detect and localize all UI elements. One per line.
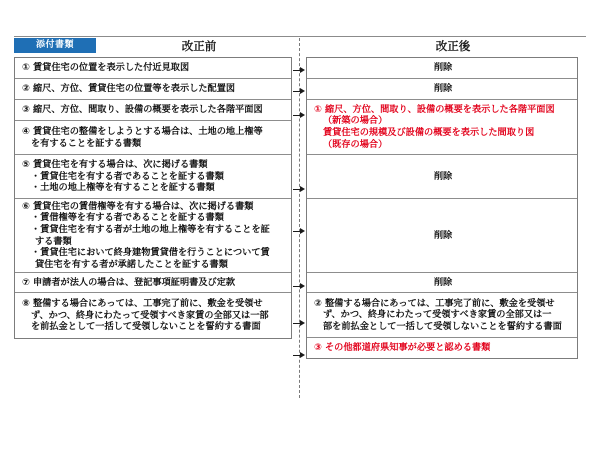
column-header-before: 改正前 (181, 38, 217, 53)
row-line: ③ その他都道府県知事が必要と認める書類 (314, 342, 491, 354)
table-row (15, 100, 291, 121)
before-revision-table (14, 57, 292, 339)
row-line: ② 縮尺、方位、賃貸住宅の位置等を表示した配置図 (22, 83, 236, 95)
row-line: 削除 (433, 62, 453, 74)
row-line: 削除 (433, 229, 453, 241)
row-line: ① 賃貸住宅の位置を表示した付近見取図 (22, 62, 190, 74)
arrow-head (300, 186, 305, 192)
table-row (307, 199, 577, 273)
arrow-head (300, 283, 305, 289)
row-line: ⑧ 整備する場合にあっては、工事完了前に、敷金を受領せ (22, 298, 263, 310)
table-row (15, 58, 291, 79)
arrow-head (300, 352, 305, 358)
arrow-head (300, 112, 305, 118)
row-line: ① 縮尺、方位、間取り、設備の概要を表示した各階平面図 (314, 103, 555, 115)
row-line: 部を前払金として一括して受領しないことを誓約する書面 (323, 320, 562, 332)
row-line: （既存の場合） (323, 138, 388, 150)
row-line: ・賃貸住宅を有する者が土地の地上権等を有することを証 (31, 223, 270, 235)
arrow-head (300, 67, 305, 73)
row-line: ⑥ 賃貸住宅の賃借権等を有する場合は、次に掲げる書類 (22, 200, 254, 212)
before-after-dashed-divider (299, 38, 300, 398)
row-line: ② 整備する場合にあっては、工事完了前に、敷金を受領せ (314, 297, 555, 309)
arrow-head (300, 320, 305, 326)
row-line: ③ 縮尺、方位、間取り、設備の概要を表示した各階平面図 (22, 104, 263, 116)
table-row (15, 155, 291, 199)
column-header-after: 改正後 (435, 38, 471, 53)
table-row (307, 100, 577, 155)
row-line: を有することを証する書類 (31, 137, 142, 149)
table-row (15, 79, 291, 100)
row-line: ④ 賃貸住宅の整備をしようとする場合は、土地の地上権等 (22, 125, 263, 137)
row-line: 削除 (433, 276, 453, 288)
row-line: ・賃借権等を有する者であることを証する書類 (31, 212, 224, 224)
table-row (15, 273, 291, 293)
arrow-head (300, 228, 305, 234)
table-row (307, 338, 577, 358)
table-row (307, 293, 577, 338)
table-header-band (14, 37, 586, 55)
row-line: （新築の場合） (323, 115, 388, 127)
row-line: ず、かつ、終身にわたって受領すべき家賃の全部又は一部 (31, 309, 269, 321)
table-row (307, 58, 577, 79)
row-line: を前払金として一括して受領しないことを誓約する書面 (31, 321, 261, 333)
row-line: 賃貸住宅の規模及び設備の概要を表示した間取り図 (323, 127, 535, 138)
row-line: ・土地の地上権等を有することを証する書類 (31, 182, 215, 194)
table-row (307, 273, 577, 293)
attachment-documents-tag: 添付書類 (14, 38, 96, 53)
row-line: ⑤ 賃貸住宅を有する場合は、次に掲げる書類 (22, 159, 208, 171)
row-line: 貸住宅を有する者が承諾したことを証する書類 (35, 258, 228, 270)
row-line: ず、かつ、終身にわたって受領すべき家賃の全部又は一 (323, 309, 552, 321)
row-line: ・賃貸住宅において終身建物賃貸借を行うことについて賃 (31, 247, 270, 259)
table-row (307, 155, 577, 199)
table-row (15, 121, 291, 155)
arrow-head (300, 88, 305, 94)
table-row (307, 79, 577, 100)
row-line: 削除 (433, 170, 453, 182)
row-line: ⑦ 申請者が法人の場合は、登記事項証明書及び定款 (22, 276, 236, 288)
row-line: する書類 (35, 235, 72, 247)
table-row (15, 199, 291, 273)
row-line: 削除 (433, 83, 453, 95)
table-row (15, 293, 291, 338)
after-revision-table (306, 57, 578, 359)
row-line: ・賃貸住宅を有する者であることを証する書類 (31, 170, 224, 182)
